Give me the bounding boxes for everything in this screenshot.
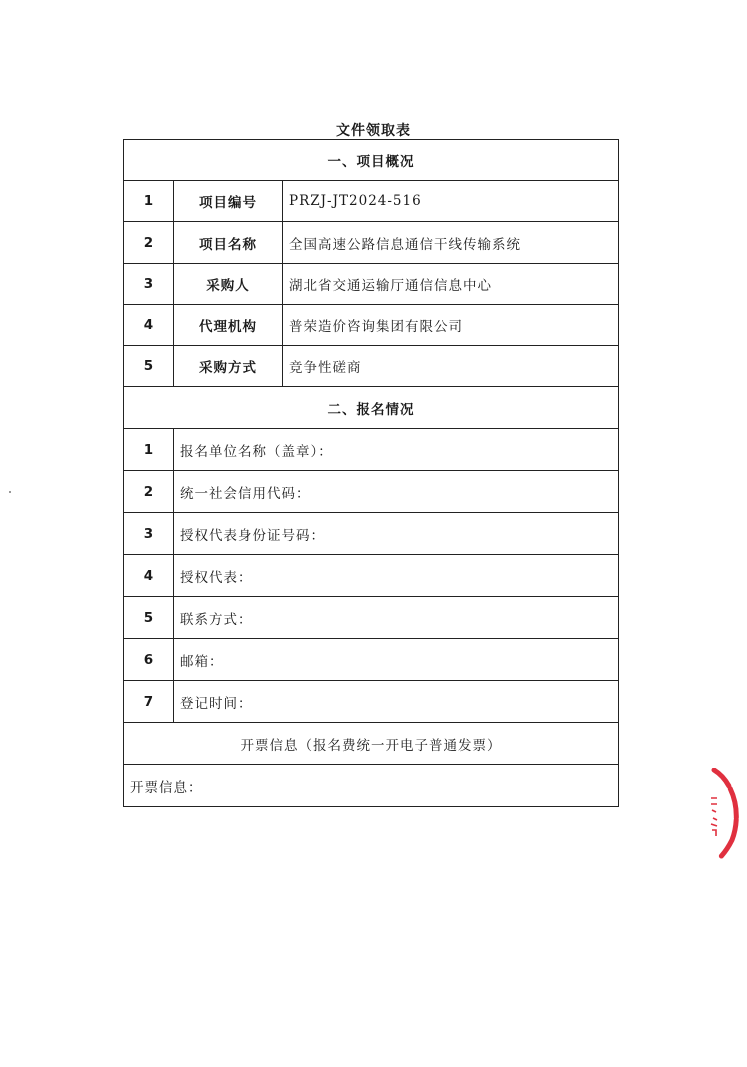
project-row xyxy=(124,264,619,305)
project-name-value: 全国高速公路信息通信干线传输系统 xyxy=(283,222,619,264)
row-number: 1 xyxy=(124,181,174,222)
row-number: 5 xyxy=(124,597,174,639)
scan-speck xyxy=(9,491,11,493)
credit-code-field: 统一社会信用代码： xyxy=(174,471,619,513)
representative-id-field: 授权代表身份证号码： xyxy=(174,513,619,555)
project-name-label: 项目名称 xyxy=(174,222,283,264)
registration-row xyxy=(124,513,619,555)
row-number: 7 xyxy=(124,681,174,723)
row-number: 3 xyxy=(124,513,174,555)
email-field: 邮箱： xyxy=(174,639,619,681)
project-number-label: 项目编号 xyxy=(174,181,283,222)
procurement-method-value: 竞争性磋商 xyxy=(283,346,619,387)
registration-row xyxy=(124,681,619,723)
company-name-field: 报名单位名称（盖章）： xyxy=(174,429,619,471)
invoice-info-field: 开票信息： xyxy=(124,765,619,807)
contact-field: 联系方式： xyxy=(174,597,619,639)
row-number: 2 xyxy=(124,222,174,264)
project-row xyxy=(124,222,619,264)
agency-label: 代理机构 xyxy=(174,305,283,346)
seal-glyph xyxy=(711,798,717,836)
row-number: 6 xyxy=(124,639,174,681)
registration-time-field: 登记时间： xyxy=(174,681,619,723)
project-row xyxy=(124,346,619,387)
row-number: 4 xyxy=(124,305,174,346)
registration-row xyxy=(124,555,619,597)
row-number: 3 xyxy=(124,264,174,305)
registration-row xyxy=(124,429,619,471)
purchaser-value: 湖北省交通运输厅通信信息中心 xyxy=(283,264,619,305)
representative-field: 授权代表： xyxy=(174,555,619,597)
procurement-method-label: 采购方式 xyxy=(174,346,283,387)
row-number: 5 xyxy=(124,346,174,387)
project-number-value: PRZJ-JT2024-516 xyxy=(283,181,619,222)
row-number: 2 xyxy=(124,471,174,513)
seal-stamp-fragment xyxy=(708,768,747,864)
registration-row xyxy=(124,597,619,639)
section-registration-heading: 二、报名情况 xyxy=(124,387,619,429)
row-number: 1 xyxy=(124,429,174,471)
project-row xyxy=(124,181,619,222)
agency-value: 普荣造价咨询集团有限公司 xyxy=(283,305,619,346)
invoice-heading: 开票信息（报名费统一开电子普通发票） xyxy=(124,723,619,765)
row-number: 4 xyxy=(124,555,174,597)
document-table xyxy=(123,139,619,807)
project-row xyxy=(124,305,619,346)
purchaser-label: 采购人 xyxy=(174,264,283,305)
registration-row xyxy=(124,471,619,513)
section-project-overview-heading: 一、项目概况 xyxy=(124,140,619,181)
document-title: 文件领取表 xyxy=(336,123,411,139)
registration-row xyxy=(124,639,619,681)
seal-ring xyxy=(714,770,736,863)
